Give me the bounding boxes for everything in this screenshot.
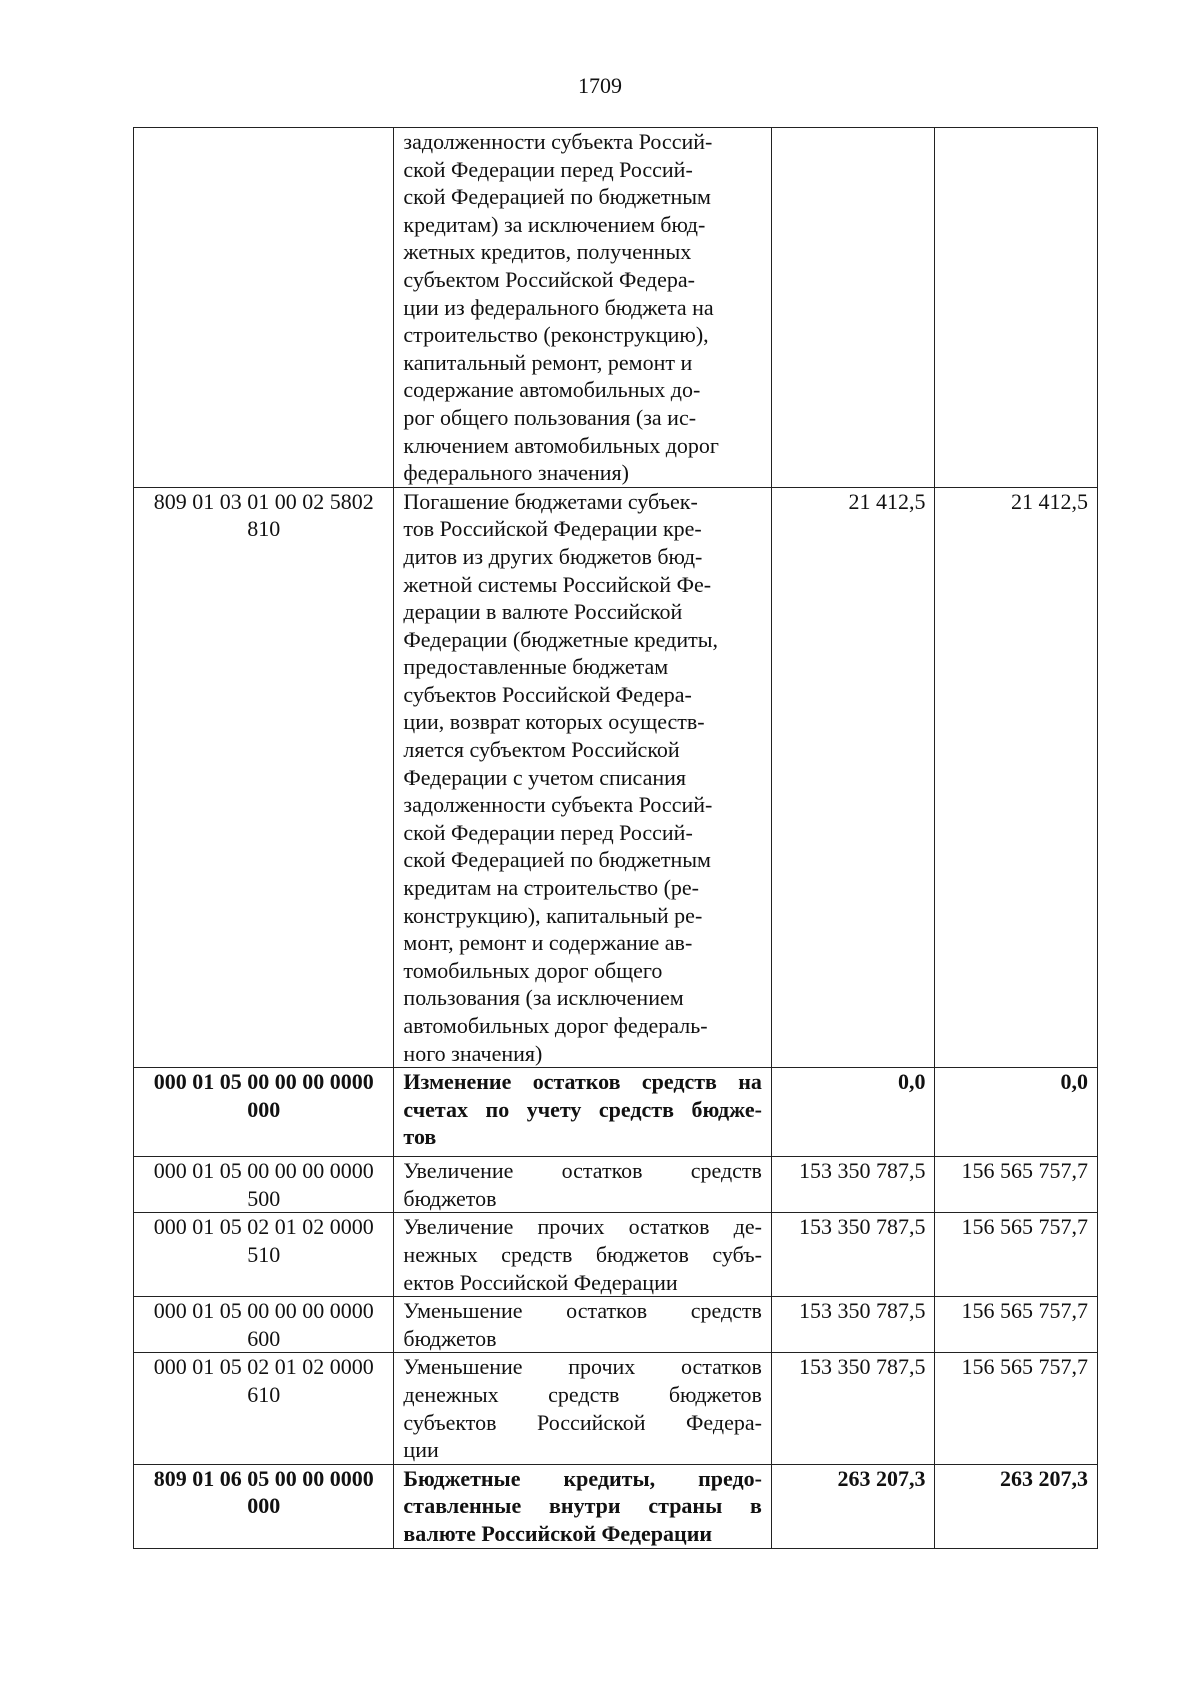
description-line: ции, возврат которых осуществ- — [403, 709, 705, 735]
description-line: конструкцию), капитальный ре- — [403, 902, 703, 928]
description-line: Увеличение остатков средств — [403, 1158, 762, 1184]
description-line: Погашение бюджетами субъек- — [403, 488, 698, 514]
description-line: дитов из других бюджетов бюд- — [403, 543, 703, 569]
description-line: ской Федерации перед Россий- — [403, 156, 693, 182]
description-line: задолженности субъекта Россий- — [403, 129, 713, 154]
description-line: жетной системы Российской Фе- — [403, 571, 712, 597]
description-line: ской Федерацией по бюджетным — [403, 847, 711, 873]
table-row — [134, 1353, 1098, 1464]
description-line: субъектов Российской Федера- — [403, 681, 692, 707]
description-line: монт, ремонт и содержание ав- — [403, 930, 693, 956]
description-line: Уменьшение остатков средств — [403, 1298, 762, 1324]
description-line: ции — [403, 1437, 439, 1463]
budget-code-cell: 809 01 03 01 00 02 5802 810 — [134, 487, 394, 1067]
budget-code-cell: 000 01 05 00 00 00 0000 600 — [134, 1297, 394, 1353]
description-line: ляется субъектом Российской — [403, 737, 680, 763]
amount-year-1-cell: 153 350 787,5 — [771, 1213, 935, 1297]
amount-year-2-cell: 156 565 757,7 — [935, 1213, 1098, 1297]
description-cell — [394, 1297, 772, 1353]
table-row — [134, 1213, 1098, 1297]
description-line: томобильных дорог общего — [403, 957, 663, 983]
amount-year-1-cell: 153 350 787,5 — [771, 1157, 935, 1213]
table-row — [134, 487, 1098, 1067]
amount-year-1-cell: 21 412,5 — [771, 487, 935, 1067]
description-line: ставленные внутри страны в — [403, 1493, 762, 1519]
table-row — [134, 1464, 1098, 1548]
amount-year-1-cell: 153 350 787,5 — [771, 1297, 935, 1353]
description-line: федерального значения) — [403, 460, 629, 486]
budget-code-cell: 000 01 05 02 01 02 0000 510 — [134, 1213, 394, 1297]
amount-year-2-cell: 0,0 — [935, 1068, 1098, 1157]
description-cell — [394, 1157, 772, 1213]
amount-year-1-cell: 0,0 — [771, 1068, 935, 1157]
description-cell — [394, 487, 772, 1067]
amount-year-1-cell: 263 207,3 — [771, 1464, 935, 1548]
description-cell — [394, 1213, 772, 1297]
table-row — [134, 128, 1098, 488]
description-line: капитальный ремонт, ремонт и — [403, 349, 693, 375]
amount-year-2-cell — [935, 128, 1098, 488]
description-line: счетах по учету средств бюдже- — [403, 1096, 762, 1122]
description-line: тов — [403, 1124, 437, 1150]
description-line: субъектов Российской Федера- — [403, 1409, 762, 1435]
amount-year-2-cell: 156 565 757,7 — [935, 1353, 1098, 1464]
description-line: Федерации с учетом списания — [403, 764, 687, 790]
budget-code-cell — [134, 128, 394, 488]
description-line: кредитам) за исключением бюд- — [403, 211, 706, 237]
amount-year-1-cell: 153 350 787,5 — [771, 1353, 935, 1464]
description-cell — [394, 1353, 772, 1464]
description-line: Бюджетные кредиты, предо- — [403, 1465, 762, 1491]
description-line: рог общего пользования (за ис- — [403, 404, 697, 430]
description-line: нежных средств бюджетов субъ- — [403, 1241, 762, 1267]
description-line: кредитам на строительство (ре- — [403, 875, 700, 901]
budget-sources-table — [133, 127, 1098, 1549]
budget-code-cell: 000 01 05 00 00 00 0000 500 — [134, 1157, 394, 1213]
description-line: денежных средств бюджетов — [403, 1381, 762, 1407]
description-line: предоставленные бюджетам — [403, 654, 669, 680]
description-line: Федерации (бюджетные кредиты, — [403, 626, 718, 652]
description-line: субъектом Российской Федера- — [403, 266, 695, 292]
amount-year-2-cell: 156 565 757,7 — [935, 1157, 1098, 1213]
amount-year-2-cell: 156 565 757,7 — [935, 1297, 1098, 1353]
description-line: ного значения) — [403, 1040, 543, 1066]
amount-year-1-cell — [771, 128, 935, 488]
amount-year-2-cell: 263 207,3 — [935, 1464, 1098, 1548]
description-line: пользования (за исключением — [403, 985, 684, 1011]
description-line: ской Федерации перед Россий- — [403, 819, 693, 845]
description-line: содержание автомобильных до- — [403, 377, 701, 403]
description-line: ектов Российской Федерации — [403, 1269, 678, 1295]
budget-code-cell: 809 01 06 05 00 00 0000 000 — [134, 1464, 394, 1548]
table-body — [134, 128, 1098, 1549]
description-line: ской Федерацией по бюджетным — [403, 184, 711, 210]
description-line: Уменьшение прочих остатков — [403, 1354, 762, 1380]
table-row — [134, 1157, 1098, 1213]
description-cell — [394, 1464, 772, 1548]
budget-code-cell: 000 01 05 00 00 00 0000 000 — [134, 1068, 394, 1157]
table-row — [134, 1068, 1098, 1157]
table-row — [134, 1297, 1098, 1353]
budget-code-cell: 000 01 05 02 01 02 0000 610 — [134, 1353, 394, 1464]
page-number: 1709 — [578, 73, 622, 98]
description-line: задолженности субъекта Россий- — [403, 792, 713, 818]
description-line: автомобильных дорог федераль- — [403, 1013, 708, 1038]
description-line: бюджетов — [403, 1185, 497, 1211]
description-line: жетных кредитов, полученных — [403, 239, 692, 265]
description-line: Увеличение прочих остатков де- — [403, 1214, 762, 1240]
description-line: бюджетов — [403, 1325, 497, 1351]
description-cell — [394, 1068, 772, 1157]
description-line: Изменение остатков средств на — [403, 1069, 762, 1095]
description-line: ключением автомобильных дорог — [403, 432, 719, 458]
description-line: тов Российской Федерации кре- — [403, 516, 702, 542]
description-line: дерации в валюте Российской — [403, 599, 683, 625]
description-line: ции из федерального бюджета на — [403, 294, 714, 320]
description-line: валюте Российской Федерации — [403, 1520, 713, 1546]
description-cell — [394, 128, 772, 488]
amount-year-2-cell: 21 412,5 — [935, 487, 1098, 1067]
description-line: строительство (реконструкцию), — [403, 322, 709, 348]
